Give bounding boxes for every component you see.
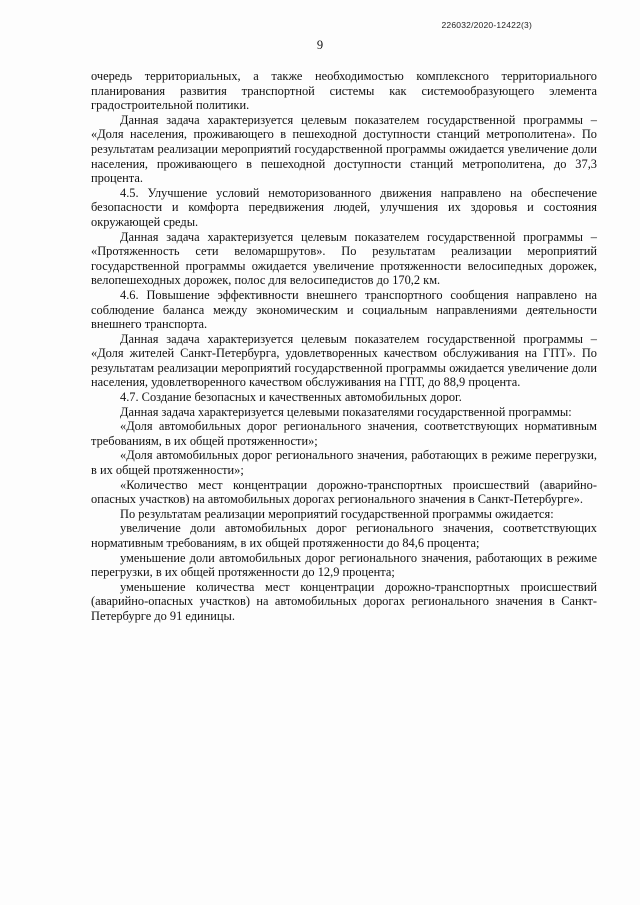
expected-result-item: увеличение доли автомобильных дорог регионального значения, соответствующих нормативным требованиям, в их общей протяженности до 84,6 процента; — [91, 521, 597, 550]
page-number: 9 — [316, 38, 324, 52]
indicator-item: «Доля автомобильных дорог регионального значения, соответствующих нормативным требованиям, в их общей протяженности»; — [91, 419, 597, 448]
paragraph: Данная задача характеризуется целевым показателем государственной программы – «Доля жителей Санкт-Петербурга, удовлетворенных качеством обслуживания на ГПТ». По результатам реализации мероприятий государственной программы ожидается увеличение доли населения, удовлетворенного качеством обслуживания на ГПТ, до 88,9 процента. — [91, 331, 597, 390]
paragraph: 4.5. Улучшение условий немоторизованного движения направлено на обеспечение безопасности и комфорта передвижения людей, улучшения их здоровья и состояния окружающей среды. — [91, 185, 597, 229]
section-heading: 4.7. Создание безопасных и качественных автомобильных дорог. — [120, 390, 462, 405]
paragraph: Данная задача характеризуется целевым показателем государственной программы – «Протяженность сети веломаршрутов». По результатам реализации мероприятий государственной программы ожидается увеличение протяженности велосипедных дорожек, велопешеходных дорожек, полос для велосипедистов до 170,2 км. — [91, 229, 597, 288]
expected-result-item: уменьшение доли автомобильных дорог регионального значения, работающих в режиме перегрузки, в их общей протяженности до 12,9 процента; — [91, 550, 597, 580]
expected-result-item: уменьшение количества мест концентрации дорожно-транспортных происшествий (аварийно-опасных участков) на автомобильных дорогах регионального значения в Санкт-Петербурге до 91 единицы. — [91, 579, 597, 623]
document-number: 226032/2020-12422(3) — [441, 20, 532, 30]
paragraph: 4.6. Повышение эффективности внешнего транспортного сообщения направлено на соблюдение баланса между экономическим и социальным направлениями деятельности внешнего транспорта. — [91, 287, 597, 332]
paragraph: Данная задача характеризуется целевыми показателями государственной программы: — [120, 404, 572, 419]
document-body — [91, 69, 597, 624]
paragraph: По результатам реализации мероприятий государственной программы ожидается: — [120, 506, 554, 521]
paragraph: очередь территориальных, а также необходимостью комплексного территориального планирования развития транспортной системы как системообразующего элемента градостроительной политики. — [91, 69, 597, 113]
paragraph: Данная задача характеризуется целевым показателем государственной программы – «Доля населения, проживающего в пешеходной доступности станций метрополитена». По результатам реализации мероприятий государственной программы ожидается увеличение доли населения, проживающего в пешеходной доступности станций метрополитена, до 37,3 процента. — [91, 112, 597, 186]
indicator-item: «Доля автомобильных дорог регионального значения, работающих в режиме перегрузки, в их общей протяженности»; — [91, 448, 597, 478]
indicator-item: «Количество мест концентрации дорожно-транспортных происшествий (аварийно-опасных участков) на автомобильных дорогах регионального значения в Санкт-Петербурге». — [91, 477, 597, 507]
